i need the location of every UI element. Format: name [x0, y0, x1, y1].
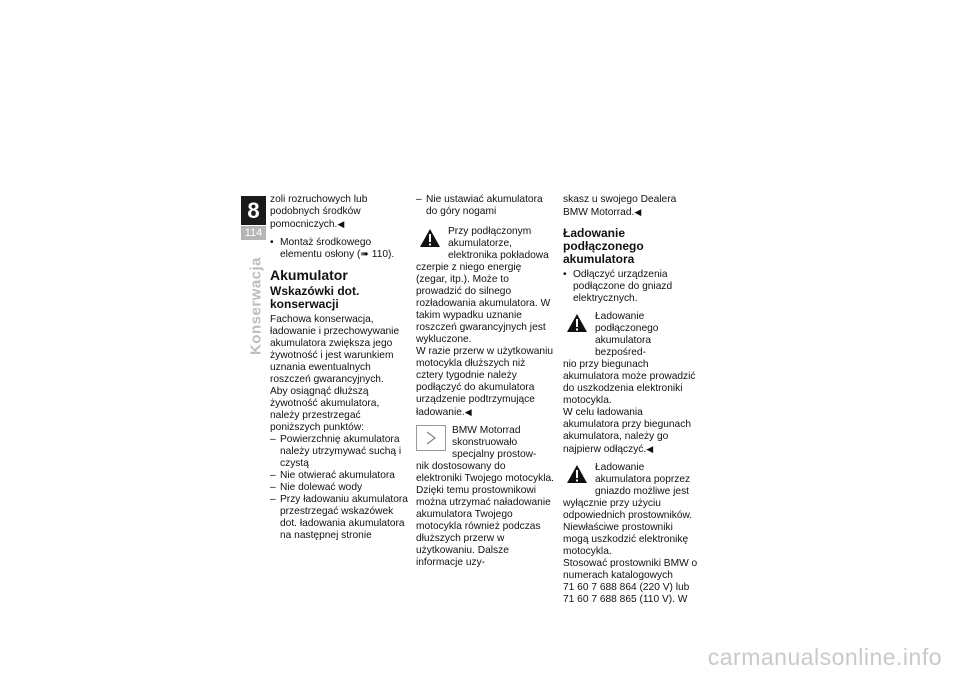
end-mark-icon: ◀	[646, 444, 654, 454]
dash-item: – Nie otwierać akumulatora	[270, 470, 408, 482]
dash-item: – Powierzchnię akumulatora należy utrzymywać suchą i czystą	[270, 434, 408, 470]
warning-text: Ładowanie podłączonego akumulatora bezpośred-	[595, 311, 659, 358]
warning-body: W razie przerw w użytkowaniu motocykla dłuższych niż cztery tygodnie należy podłączyć do akumulatora urządzenie podtrzymujące ładowanie.◀	[416, 346, 554, 418]
warning-body: wyłącznie przy użyciu odpowiednich prostowników. Niewłaściwe prostowniki mogą uszkodzić elektronikę motocykla.	[563, 498, 693, 557]
paragraph: Aby osiągnąć dłuższą żywotność akumulatora, należy przestrzegać poniższych punktów:	[270, 386, 380, 433]
watermark: carmanualsonline.info	[707, 644, 942, 670]
warning-body: Stosować prostowniki BMW o numerach katalogowych	[563, 558, 698, 581]
column-3	[563, 194, 701, 612]
warning-body: W celu ładowania akumulatora przy biegunach akumulatora, należy go najpierw odłączyć.◀	[563, 407, 691, 455]
bullet-item: • Odłączyć urządzenia podłączone do gniazd elektrycznych.	[563, 269, 701, 305]
section-title-vertical: Konserwacja	[247, 256, 265, 356]
warning-triangle-icon	[416, 226, 444, 250]
warning-block	[563, 462, 701, 606]
warning-triangle-icon	[563, 462, 591, 486]
note-block	[416, 425, 554, 569]
warning-triangle-icon	[563, 311, 591, 335]
subheading-maintenance: Wskazówki dot. konserwacji	[270, 284, 360, 311]
dash-item: – Nie ustawiać akumulatora do góry nogami	[416, 194, 554, 218]
column-1	[270, 194, 408, 548]
dash-list	[270, 434, 408, 542]
info-note-icon	[416, 425, 446, 451]
warning-block	[416, 226, 554, 419]
heading-battery: Akumulator	[270, 267, 348, 283]
end-mark-icon: ◀	[337, 219, 345, 229]
note-body: nik dostosowany do elektroniki Twojego motocykla. Dzięki temu prostownikowi można utrzymać naładowanie akumulatora Twojego motocykla również podczas dłuższych przerw w użytkowaniu. Dalsze informacje uzy-	[416, 461, 554, 568]
page-number: 114	[241, 226, 266, 240]
warning-body: czerpie z niego energię (zegar, itp.). Może to prowadzić do silnego rozładowania akumulatora. W takim wypadku uznanie roszczeń gwarancyjnych jest wykluczone.	[416, 262, 551, 345]
column-2	[416, 194, 554, 575]
arrow-right-reference-icon: ➠	[360, 249, 372, 260]
bullet-item: • Montaż środkowego elementu osłony (➠ 110).	[270, 237, 408, 261]
paragraph: zoli rozruchowych lub podobnych środków pomocniczych.◀	[270, 194, 368, 230]
note-text: BMW Motorrad skonstruowało specjalny prostow-	[452, 425, 537, 460]
end-mark-icon: ◀	[634, 207, 642, 217]
dash-item: – Przy ładowaniu akumulatora przestrzegać wskazówek dot. ładowania akumulatora na następnej stronie	[270, 494, 408, 542]
warning-text: Przy podłączonym akumulatorze, elektronika pokładowa	[448, 226, 549, 261]
warning-block	[563, 311, 701, 456]
dash-item: – Nie dolewać wody	[270, 482, 408, 494]
part-number: 71 60 7 688 864 (220 V) lub	[563, 582, 690, 593]
warning-text: Ładowanie akumulatora poprzez gniazdo możliwe jest	[595, 462, 691, 497]
paragraph: Fachowa konserwacja, ładowanie i przechowywanie akumulatora zwiększa jego żywotność i jest warunkiem uznania ewentualnych roszczeń gwarancyjnych.	[270, 314, 400, 385]
end-mark-icon: ◀	[464, 407, 472, 417]
chapter-number: 8	[241, 196, 266, 225]
subheading-charging: Ładowanie podłączonego akumulatora	[563, 226, 644, 266]
warning-body: nio przy biegunach akumulatora może prowadzić do uszkodzenia elektroniki motocykla.	[563, 359, 696, 406]
part-number: 71 60 7 688 865 (110 V). W	[563, 594, 688, 605]
paragraph: skasz u swojego Dealera BMW Motorrad.◀	[563, 194, 677, 218]
